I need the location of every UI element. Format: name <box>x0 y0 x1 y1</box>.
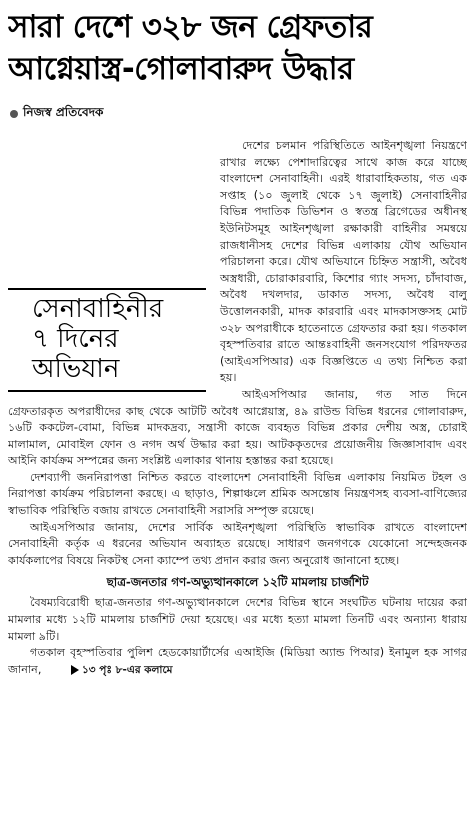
paragraph-4: আইএসপিআর জানায়, দেশের সার্বিক আইনশৃঙ্খলা পরিস্থিতি স্বাভাবিক রাখতে বাংলাদেশ সেনাবাহিনী কর্তৃক এ ধরনের অভিযান অব্যাহত রয়েছে। সাধারণ জনগণকে যেকোনো সন্দেহজনক কার্যকলাপের বিষয়ে নিকটস্থ সেনা ক্যাম্পে তথ্য প্রদান করার জন্য অনুরোধ জানানো হচ্ছে। <box>8 520 467 567</box>
subheading: ছাত্র-জনতার গণ-অভ্যুত্থানকালে ১২টি মামলায় চার্জশিট <box>106 575 369 590</box>
paragraph-1-text: দেশের চলমান পরিস্থিতিতে আইনশৃঙ্খলা নিয়ন্ত্রণে রাখার লক্ষ্যে পেশাদারিত্বের সাথে কাজ করে যাচ্ছে বাংলাদেশ সেনাবাহিনী। এরই ধারাবাহিকতায়, গত এক সপ্তাহ (১০ জুলাই থেকে ১৭ জুলাই) সেনাবাহিনীর বিভিন্ন পদাতিক ডিভিশন ও স্বতন্ত্র ব্রিগেডের অধীনস্থ ইউনিটসমূহ আইনশৃঙ্খলা রক্ষাকারী বাহিনীর সমন্বয়ে রাজধানীসহ দেশের বিভিন্ন এলাকায় যৌথ অভিযান পরিচালনা করে। যৌথ অভিযানে চিহ্নিত সন্ত্রাসী, অবৈধ অস্ত্রধারী, চোরাকারবারি, কিশোর গ্যাং সদস্য, চাঁদাবাজ, অবৈধ দখলদার, ডাকাত সদস্য, অবৈধ বালু উত্তোলনকারী, মাদক কারবারি এবং মাদকাসক্তসহ মোট ৩২৮ অপরাধীকে হাতেনাতে গ্রেফতার করা হয়। গতকাল বৃহস্পতিবার রাতে আন্তঃবাহিনী জনসংযোগ পরিদফতর (আইএসপিআর) এক বিজ্ঞপ্তিতে এ তথ্য নিশ্চিত করা হয়। <box>220 139 467 385</box>
headline-line-1: সারা দেশে ৩২৮ জন গ্রেফতার <box>8 9 373 45</box>
article-body <box>8 138 467 678</box>
pullquote <box>8 288 206 392</box>
pullquote-line-1: সেনাবাহিনীর <box>32 294 164 324</box>
pullquote-line-3: অভিযান <box>32 354 120 384</box>
byline <box>8 104 467 124</box>
byline-text: নিজস্ব প্রতিবেদক <box>23 105 104 119</box>
bullet-icon <box>10 110 18 118</box>
paragraph-1 <box>8 138 467 387</box>
arrow-right-icon <box>71 665 79 675</box>
paragraph-3: দেশব্যাপী জননিরাপত্তা নিশ্চিত করতে বাংলাদেশ সেনাবাহিনী বিভিন্ন এলাকায় নিয়মিত টহল ও নিরাপত্তা কার্যক্রম পরিচালনা করছে। এ ছাড়াও, শিল্পাঞ্চলে শ্রমিক অসন্তোষ নিয়ন্ত্রণসহ ব্যবসা-বাণিজ্যের স্বাভাবিক পরিস্থিতি বজায় রাখতে সেনাবাহিনী সরাসরি সম্পৃক্ত রয়েছে। <box>8 470 467 518</box>
headline-line-2: আগ্নেয়াস্ত্র-গোলাবারুদ উদ্ধার <box>8 51 354 87</box>
pullquote-line-2: ৭ দিনের <box>32 324 119 354</box>
paragraph-6 <box>8 645 467 678</box>
paragraph-2: আইএসপিআর জানায়, গত সাত দিনে গ্রেফতারকৃত অপরাধীদের কাছ থেকে আটটি অবৈধ আগ্নেয়াস্ত্র, ৪৯ রাউন্ড বিভিন্ন ধরনের গোলাবারুদ, ১৬টি ককটেল-বোমা, বিভিন্ন মাদকদ্রব্য, সন্ত্রাসী কাজে ব্যবহৃত বিভিন্ন প্রকার দেশীয় অস্ত্র, চোরাই মালামাল, মোবাইল ফোন ও নগদ অর্থ উদ্ধার করা হয়। আটককৃতদের প্রয়োজনীয় জিজ্ঞাসাবাদ এবং আইনি কার্যক্রম সম্পন্নের জন্য সংশ্লিষ্ট এলাকার থানায় হস্তান্তর করা হয়েছে। <box>8 387 467 468</box>
continuation-text: ১৩ পৃঃ ৮-এর কলামে <box>81 663 173 676</box>
continuation-link[interactable] <box>49 662 173 679</box>
paragraph-5: বৈষম্যবিরোধী ছাত্র-জনতার গণ-অভ্যুত্থানকালে দেশের বিভিন্ন স্থানে সংঘটিত ঘটনায় দায়ের করা মামলার মধ্যে ১২টি মামলায় চার্জশিট দেয়া হয়েছে। এর মধ্যে হত্যা মামলা তিনটি এবং অন্যান্য ধারায় মামলা ৯টি। <box>8 596 467 643</box>
paragraph-6-text: গতকাল বৃহস্পতিবার পুলিশ হেডকোয়ার্টার্সের এআইজি (মিডিয়া অ্যান্ড পিআর) ইনামুল হক সাগর জানান, <box>8 646 467 676</box>
